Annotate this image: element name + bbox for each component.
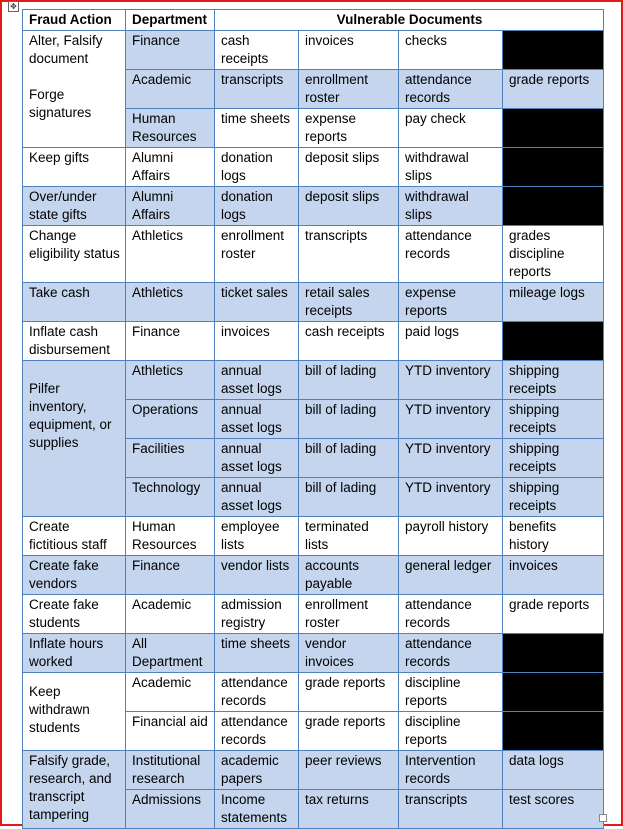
department-cell: Academic bbox=[126, 70, 215, 109]
document-cell: general ledger bbox=[399, 556, 503, 595]
document-cell: enrollment roster bbox=[215, 226, 299, 283]
department-cell: Human Resources bbox=[126, 109, 215, 148]
document-cell: tax returns bbox=[299, 790, 399, 829]
document-cell: pay check bbox=[399, 109, 503, 148]
document-cell: bill of lading bbox=[299, 478, 399, 517]
department-cell: Institutional research bbox=[126, 751, 215, 790]
document-cell: grade reports bbox=[503, 595, 604, 634]
fraud-action-cell bbox=[23, 361, 126, 517]
document-cell: cash receipts bbox=[299, 322, 399, 361]
document-cell: time sheets bbox=[215, 109, 299, 148]
fraud-action-cell: Over/under state gifts bbox=[23, 187, 126, 226]
document-cell: donation logs bbox=[215, 187, 299, 226]
document-cell: shipping receipts bbox=[503, 439, 604, 478]
document-cell: grade reports bbox=[503, 70, 604, 109]
table-row bbox=[23, 31, 604, 70]
document-cell: transcripts bbox=[399, 790, 503, 829]
fraud-action-cell: Falsify grade, research, and transcript tampering bbox=[23, 751, 126, 829]
fraud-action-cell: Create fake students bbox=[23, 595, 126, 634]
document-cell: deposit slips bbox=[299, 148, 399, 187]
fraud-action-cell: Create fictitious staff bbox=[23, 517, 126, 556]
department-cell: Academic bbox=[126, 595, 215, 634]
document-cell: deposit slips bbox=[299, 187, 399, 226]
blacked-out-cell bbox=[503, 634, 604, 673]
document-cell: admission registry bbox=[215, 595, 299, 634]
fraud-action-cell: Inflate hours worked bbox=[23, 634, 126, 673]
document-cell: data logs bbox=[503, 751, 604, 790]
blacked-out-cell bbox=[503, 712, 604, 751]
document-cell: annual asset logs bbox=[215, 361, 299, 400]
document-cell: bill of lading bbox=[299, 400, 399, 439]
department-cell: Operations bbox=[126, 400, 215, 439]
document-cell: mileage logs bbox=[503, 283, 604, 322]
document-cell: retail sales receipts bbox=[299, 283, 399, 322]
table-row bbox=[23, 361, 604, 400]
document-cell: expense reports bbox=[399, 283, 503, 322]
table-row bbox=[23, 517, 604, 556]
department-cell: Admissions bbox=[126, 790, 215, 829]
document-cell: payroll history bbox=[399, 517, 503, 556]
document-cell: benefits history bbox=[503, 517, 604, 556]
document-cell: withdrawal slips bbox=[399, 187, 503, 226]
document-cell: cash receipts bbox=[215, 31, 299, 70]
document-cell: annual asset logs bbox=[215, 439, 299, 478]
blacked-out-cell bbox=[503, 109, 604, 148]
document-cell: accounts payable bbox=[299, 556, 399, 595]
department-cell: Athletics bbox=[126, 361, 215, 400]
blacked-out-cell bbox=[503, 187, 604, 226]
document-cell: vendor lists bbox=[215, 556, 299, 595]
fraud-action-text: Pilfer inventory, equipment, or supplies bbox=[29, 381, 112, 450]
document-cell: grade reports bbox=[299, 673, 399, 712]
header-department: Department bbox=[126, 10, 215, 31]
document-cell: ticket sales bbox=[215, 283, 299, 322]
department-cell: Finance bbox=[126, 31, 215, 70]
table-row bbox=[23, 634, 604, 673]
document-cell: discipline reports bbox=[399, 712, 503, 751]
document-cell: YTD inventory bbox=[399, 439, 503, 478]
document-cell: peer reviews bbox=[299, 751, 399, 790]
document-cell: test scores bbox=[503, 790, 604, 829]
table-row bbox=[23, 226, 604, 283]
document-cell: time sheets bbox=[215, 634, 299, 673]
document-cell: attendance records bbox=[399, 595, 503, 634]
document-cell: shipping receipts bbox=[503, 361, 604, 400]
document-cell: grades discipline reports bbox=[503, 226, 604, 283]
document-cell: attendance records bbox=[399, 634, 503, 673]
fraud-action-cell bbox=[23, 31, 126, 148]
document-cell: enrollment roster bbox=[299, 70, 399, 109]
fraud-action-cell bbox=[23, 673, 126, 751]
department-cell: Human Resources bbox=[126, 517, 215, 556]
document-cell: invoices bbox=[299, 31, 399, 70]
department-cell: Academic bbox=[126, 673, 215, 712]
document-cell: paid logs bbox=[399, 322, 503, 361]
header-row bbox=[23, 10, 604, 31]
table-row bbox=[23, 673, 604, 712]
document-cell: Income statements bbox=[215, 790, 299, 829]
document-cell: YTD inventory bbox=[399, 361, 503, 400]
fraud-action-cell: Change eligibility status bbox=[23, 226, 126, 283]
header-fraud-action: Fraud Action bbox=[23, 10, 126, 31]
department-cell: Technology bbox=[126, 478, 215, 517]
blacked-out-cell bbox=[503, 148, 604, 187]
document-cell: YTD inventory bbox=[399, 400, 503, 439]
document-cell: vendor invoices bbox=[299, 634, 399, 673]
document-cell: attendance records bbox=[399, 226, 503, 283]
header-vulnerable-documents: Vulnerable Documents bbox=[215, 10, 604, 31]
table-row bbox=[23, 283, 604, 322]
document-cell: donation logs bbox=[215, 148, 299, 187]
document-cell: transcripts bbox=[215, 70, 299, 109]
document-cell: discipline reports bbox=[399, 673, 503, 712]
document-cell: enrollment roster bbox=[299, 595, 399, 634]
department-cell: Finance bbox=[126, 556, 215, 595]
resize-handle-icon[interactable] bbox=[599, 814, 607, 822]
table-row bbox=[23, 187, 604, 226]
fraud-action-text: Forge signatures bbox=[29, 87, 92, 120]
document-cell: transcripts bbox=[299, 226, 399, 283]
document-cell: attendance records bbox=[399, 70, 503, 109]
fraud-action-cell: Inflate cash disbursement bbox=[23, 322, 126, 361]
table-row bbox=[23, 595, 604, 634]
department-cell: Finance bbox=[126, 322, 215, 361]
table-row bbox=[23, 322, 604, 361]
department-cell: Financial aid bbox=[126, 712, 215, 751]
document-cell: checks bbox=[399, 31, 503, 70]
document-cell: annual asset logs bbox=[215, 400, 299, 439]
blacked-out-cell bbox=[503, 673, 604, 712]
department-cell: Athletics bbox=[126, 226, 215, 283]
table-row bbox=[23, 148, 604, 187]
blacked-out-cell bbox=[503, 31, 604, 70]
department-cell: All Department bbox=[126, 634, 215, 673]
document-cell: grade reports bbox=[299, 712, 399, 751]
move-handle-icon[interactable]: ✥ bbox=[8, 1, 19, 12]
document-cell: bill of lading bbox=[299, 361, 399, 400]
document-cell: expense reports bbox=[299, 109, 399, 148]
document-cell: annual asset logs bbox=[215, 478, 299, 517]
fraud-action-cell: Create fake vendors bbox=[23, 556, 126, 595]
department-cell: Athletics bbox=[126, 283, 215, 322]
document-cell: YTD inventory bbox=[399, 478, 503, 517]
document-cell: attendance records bbox=[215, 712, 299, 751]
document-cell: terminated lists bbox=[299, 517, 399, 556]
document-cell: academic papers bbox=[215, 751, 299, 790]
fraud-action-cell: Take cash bbox=[23, 283, 126, 322]
table-row bbox=[23, 556, 604, 595]
fraud-action-cell: Keep gifts bbox=[23, 148, 126, 187]
document-cell: invoices bbox=[215, 322, 299, 361]
fraud-action-text: Keep withdrawn students bbox=[29, 684, 90, 735]
table-row bbox=[23, 751, 604, 790]
document-cell: employee lists bbox=[215, 517, 299, 556]
document-cell: Intervention records bbox=[399, 751, 503, 790]
fraud-action-text: Alter, Falsify document bbox=[29, 33, 103, 66]
document-cell: bill of lading bbox=[299, 439, 399, 478]
document-cell: invoices bbox=[503, 556, 604, 595]
fraud-documents-table bbox=[22, 9, 604, 829]
department-cell: Alumni Affairs bbox=[126, 148, 215, 187]
department-cell: Alumni Affairs bbox=[126, 187, 215, 226]
document-cell: shipping receipts bbox=[503, 400, 604, 439]
document-cell: attendance records bbox=[215, 673, 299, 712]
document-cell: withdrawal slips bbox=[399, 148, 503, 187]
document-cell: shipping receipts bbox=[503, 478, 604, 517]
blacked-out-cell bbox=[503, 322, 604, 361]
department-cell: Facilities bbox=[126, 439, 215, 478]
